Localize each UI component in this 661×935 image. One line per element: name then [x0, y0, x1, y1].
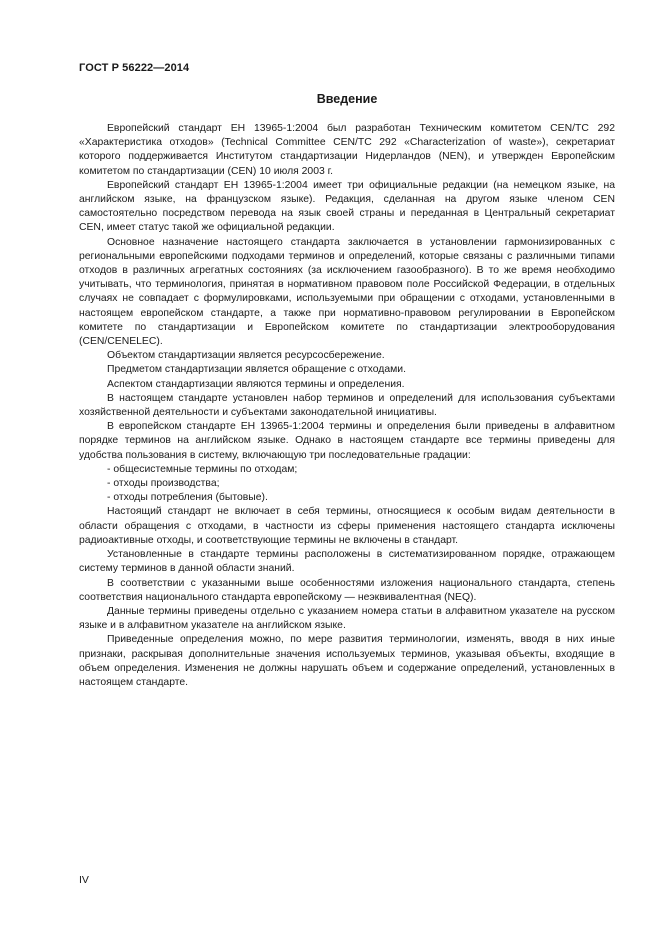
- paragraph: Приведенные определения можно, по мере развития терминологии, изменять, вводя в них иные признаки, раскрывая дополнительные значения используемых терминов, указывая объекты, входящие в объем определения. Изменения не должны нарушать объем и содержание определений, установленных в настоящем стандарте.: [79, 634, 615, 688]
- paragraph: Данные термины приведены отдельно с указанием номера статьи в алфавитном указателе на русском языке и в алфавитном указателе на английском языке.: [79, 605, 615, 632]
- paragraph: Объектом стандартизации является ресурсосбережение.: [107, 350, 385, 362]
- paragraph: В соответствии с указанными выше особенностями изложения национального стандарта, степень соответствия национального стандарта европейскому — неэквивалентная (NEQ).: [79, 577, 615, 603]
- list-item: - отходы потребления (бытовые).: [107, 492, 268, 504]
- document-code: ГОСТ Р 56222—2014: [79, 62, 190, 74]
- list-item: - общесистемные термины по отходам;: [107, 463, 298, 475]
- paragraph: Европейский стандарт ЕН 13965-1:2004 имеет три официальные редакции (на немецком языке, на английском языке, на французском языке). Редакция, сделанная на другом языке членом CEN самостоятельно посредством перевода на язык своей страны и переданная в Центральный секретариат CEN, имеет статус такой же официальной редакции.: [79, 179, 615, 234]
- page-number: IV: [79, 874, 89, 886]
- paragraph: Установленные в стандарте термины расположены в систематизированном порядке, отражающем систему терминов в данной области знаний.: [79, 549, 615, 575]
- section-title: Введение: [316, 92, 378, 106]
- paragraph: Европейский стандарт ЕН 13965-1:2004 был разработан Техническим комитетом CEN/TC 292 «Характеристика отходов» (Technical Committee CEN/TC 292 «Characterization of waste»), секретариат которого поддерживается Институтом стандартизации Нидерландов (NEN), и утвержден Европейским комитетом по стандартизации (CEN) 10 июля 2003 г.: [79, 123, 615, 177]
- list-item: - отходы производства;: [107, 478, 220, 490]
- paragraph: Основное назначение настоящего стандарта заключается в установлении гармонизированных с региональными европейскими подходами терминов и определений, которые связаны с различными типами отходов в различных агрегатных состояниях (за исключением газообразного). В то же время необходимо учитывать, что терминология, принятая в нормативном правовом поле Российской Федерации, в отдельных случаях не совпадает с формулировками, используемыми при обращении с отходами, установленными в настоящем европейском стандарте, а также при нормативно-правовом регулировании в Европейском комитете по стандартизации и Европейском комитете по стандартизации электрооборудования (CEN/CENELEC).: [79, 236, 615, 348]
- paragraph: Предметом стандартизации является обращение с отходами.: [107, 364, 406, 376]
- paragraph: Настоящий стандарт не включает в себя термины, относящиеся к особым видам деятельности в области обращения с отходами, в частности из сферы применения настоящего стандарта исключены радиоактивные отходы, и соответствующие термины не включены в стандарт.: [79, 506, 615, 546]
- paragraph: В европейском стандарте ЕН 13965-1:2004 термины и определения были приведены в алфавитном порядке терминов на английском языке. Однако в настоящем стандарте все термины приведены для удобства пользования в систему, включающую три последовательные градации:: [79, 421, 615, 461]
- document-body: [79, 122, 615, 690]
- paragraph: В настоящем стандарте установлен набор терминов и определений для использования субъектами хозяйственной деятельности и субъектами законодательной инициативы.: [79, 392, 615, 419]
- paragraph: Аспектом стандартизации являются термины и определения.: [107, 378, 405, 390]
